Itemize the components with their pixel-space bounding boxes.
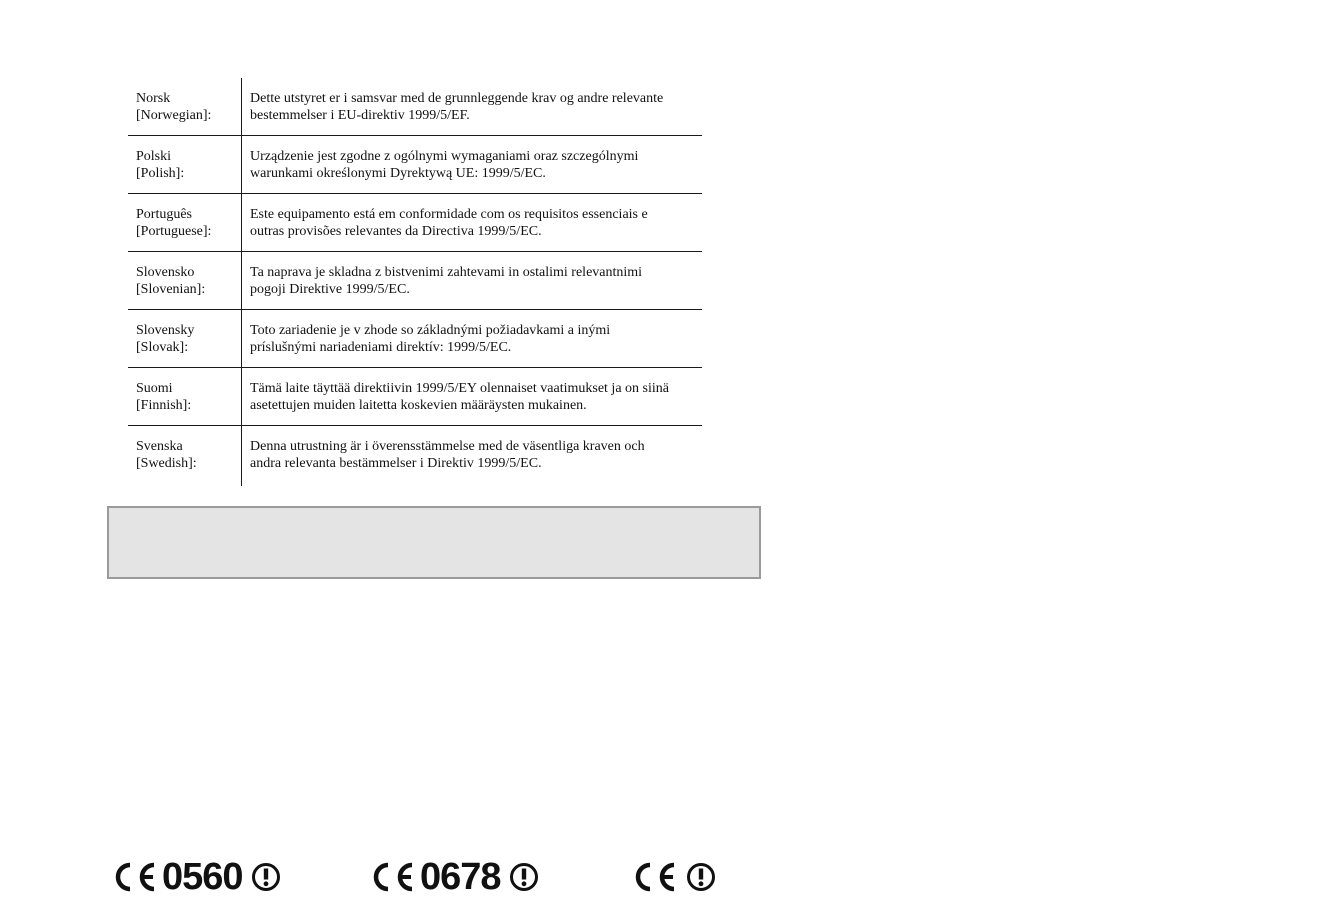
declaration-line-2: warunkami określonymi Dyrektywą UE: 1999/5/EC.	[250, 166, 546, 181]
ce-mark-icon	[632, 859, 678, 895]
notified-body-number: 0560	[162, 856, 243, 898]
declaration-text	[242, 310, 702, 367]
language-name: Svenska	[136, 439, 183, 454]
language-name-english: [Polish]:	[136, 166, 185, 181]
language-cell	[128, 78, 242, 135]
alert-circle-icon	[509, 862, 539, 892]
declaration-row-swedish	[128, 426, 702, 486]
declaration-line-1: Este equipamento está em conformidade com os requisitos essenciais e	[250, 207, 648, 222]
declaration-row-portuguese	[128, 194, 702, 252]
language-name: Slovensko	[136, 265, 195, 280]
alert-circle-icon	[251, 862, 281, 892]
declaration-line-2: pogoji Direktive 1999/5/EC.	[250, 282, 410, 297]
language-name-english: [Norwegian]:	[136, 108, 212, 123]
declaration-line-2: bestemmelser i EU-direktiv 1999/5/EF.	[250, 108, 470, 123]
language-name-english: [Slovenian]:	[136, 282, 206, 297]
declaration-row-polish	[128, 136, 702, 194]
language-cell	[128, 368, 242, 425]
declaration-line-1: Dette utstyret er i samsvar med de grunnleggende krav og andre relevante	[250, 91, 664, 106]
declaration-line-2: andra relevanta bestämmelser i Direktiv 1999/5/EC.	[250, 456, 542, 471]
declaration-row-finnish	[128, 368, 702, 426]
declaration-text	[242, 136, 702, 193]
ce-mark-0560	[112, 856, 281, 898]
language-name: Português	[136, 207, 192, 222]
ce-mark-plain	[632, 856, 716, 898]
language-name-english: [Finnish]:	[136, 398, 192, 413]
language-name-english: [Portuguese]:	[136, 224, 212, 239]
declaration-text	[242, 194, 702, 251]
language-name: Norsk	[136, 91, 171, 106]
declaration-row-norwegian	[128, 78, 702, 136]
language-cell	[128, 310, 242, 367]
declaration-table	[128, 78, 702, 486]
language-cell	[128, 194, 242, 251]
declaration-line-1: Toto zariadenie je v zhode so základnými požiadavkami a inými	[250, 323, 611, 338]
language-cell	[128, 426, 242, 486]
notified-body-number: 0678	[420, 856, 501, 898]
declaration-text	[242, 368, 702, 425]
grey-placeholder-box	[107, 506, 761, 579]
declaration-line-2: asetettujen muiden laitetta koskevien määräysten mukainen.	[250, 398, 587, 413]
alert-circle-icon	[686, 862, 716, 892]
declaration-line-1: Tämä laite täyttää direktiivin 1999/5/EY olennaiset vaatimukset ja on siinä	[250, 381, 669, 396]
language-name: Slovensky	[136, 323, 195, 338]
language-name-english: [Swedish]:	[136, 456, 197, 471]
language-cell	[128, 136, 242, 193]
declaration-row-slovak	[128, 310, 702, 368]
declaration-line-2: príslušnými nariadeniami direktív: 1999/5/EC.	[250, 340, 512, 355]
language-name: Suomi	[136, 381, 173, 396]
declaration-text	[242, 78, 702, 135]
declaration-line-1: Urządzenie jest zgodne z ogólnymi wymaganiami oraz szczególnymi	[250, 149, 639, 164]
language-name-english: [Slovak]:	[136, 340, 189, 355]
compliance-marks	[0, 856, 1332, 898]
declaration-row-slovenian	[128, 252, 702, 310]
ce-mark-icon	[370, 859, 416, 895]
declaration-text	[242, 426, 702, 486]
declaration-text	[242, 252, 702, 309]
declaration-line-1: Denna utrustning är i överensstämmelse med de väsentliga kraven och	[250, 439, 645, 454]
language-cell	[128, 252, 242, 309]
ce-mark-icon	[112, 859, 158, 895]
declaration-line-1: Ta naprava je skladna z bistvenimi zahtevami in ostalimi relevantnimi	[250, 265, 643, 280]
language-name: Polski	[136, 149, 172, 164]
ce-mark-0678	[370, 856, 539, 898]
declaration-line-2: outras provisões relevantes da Directiva 1999/5/EC.	[250, 224, 542, 239]
